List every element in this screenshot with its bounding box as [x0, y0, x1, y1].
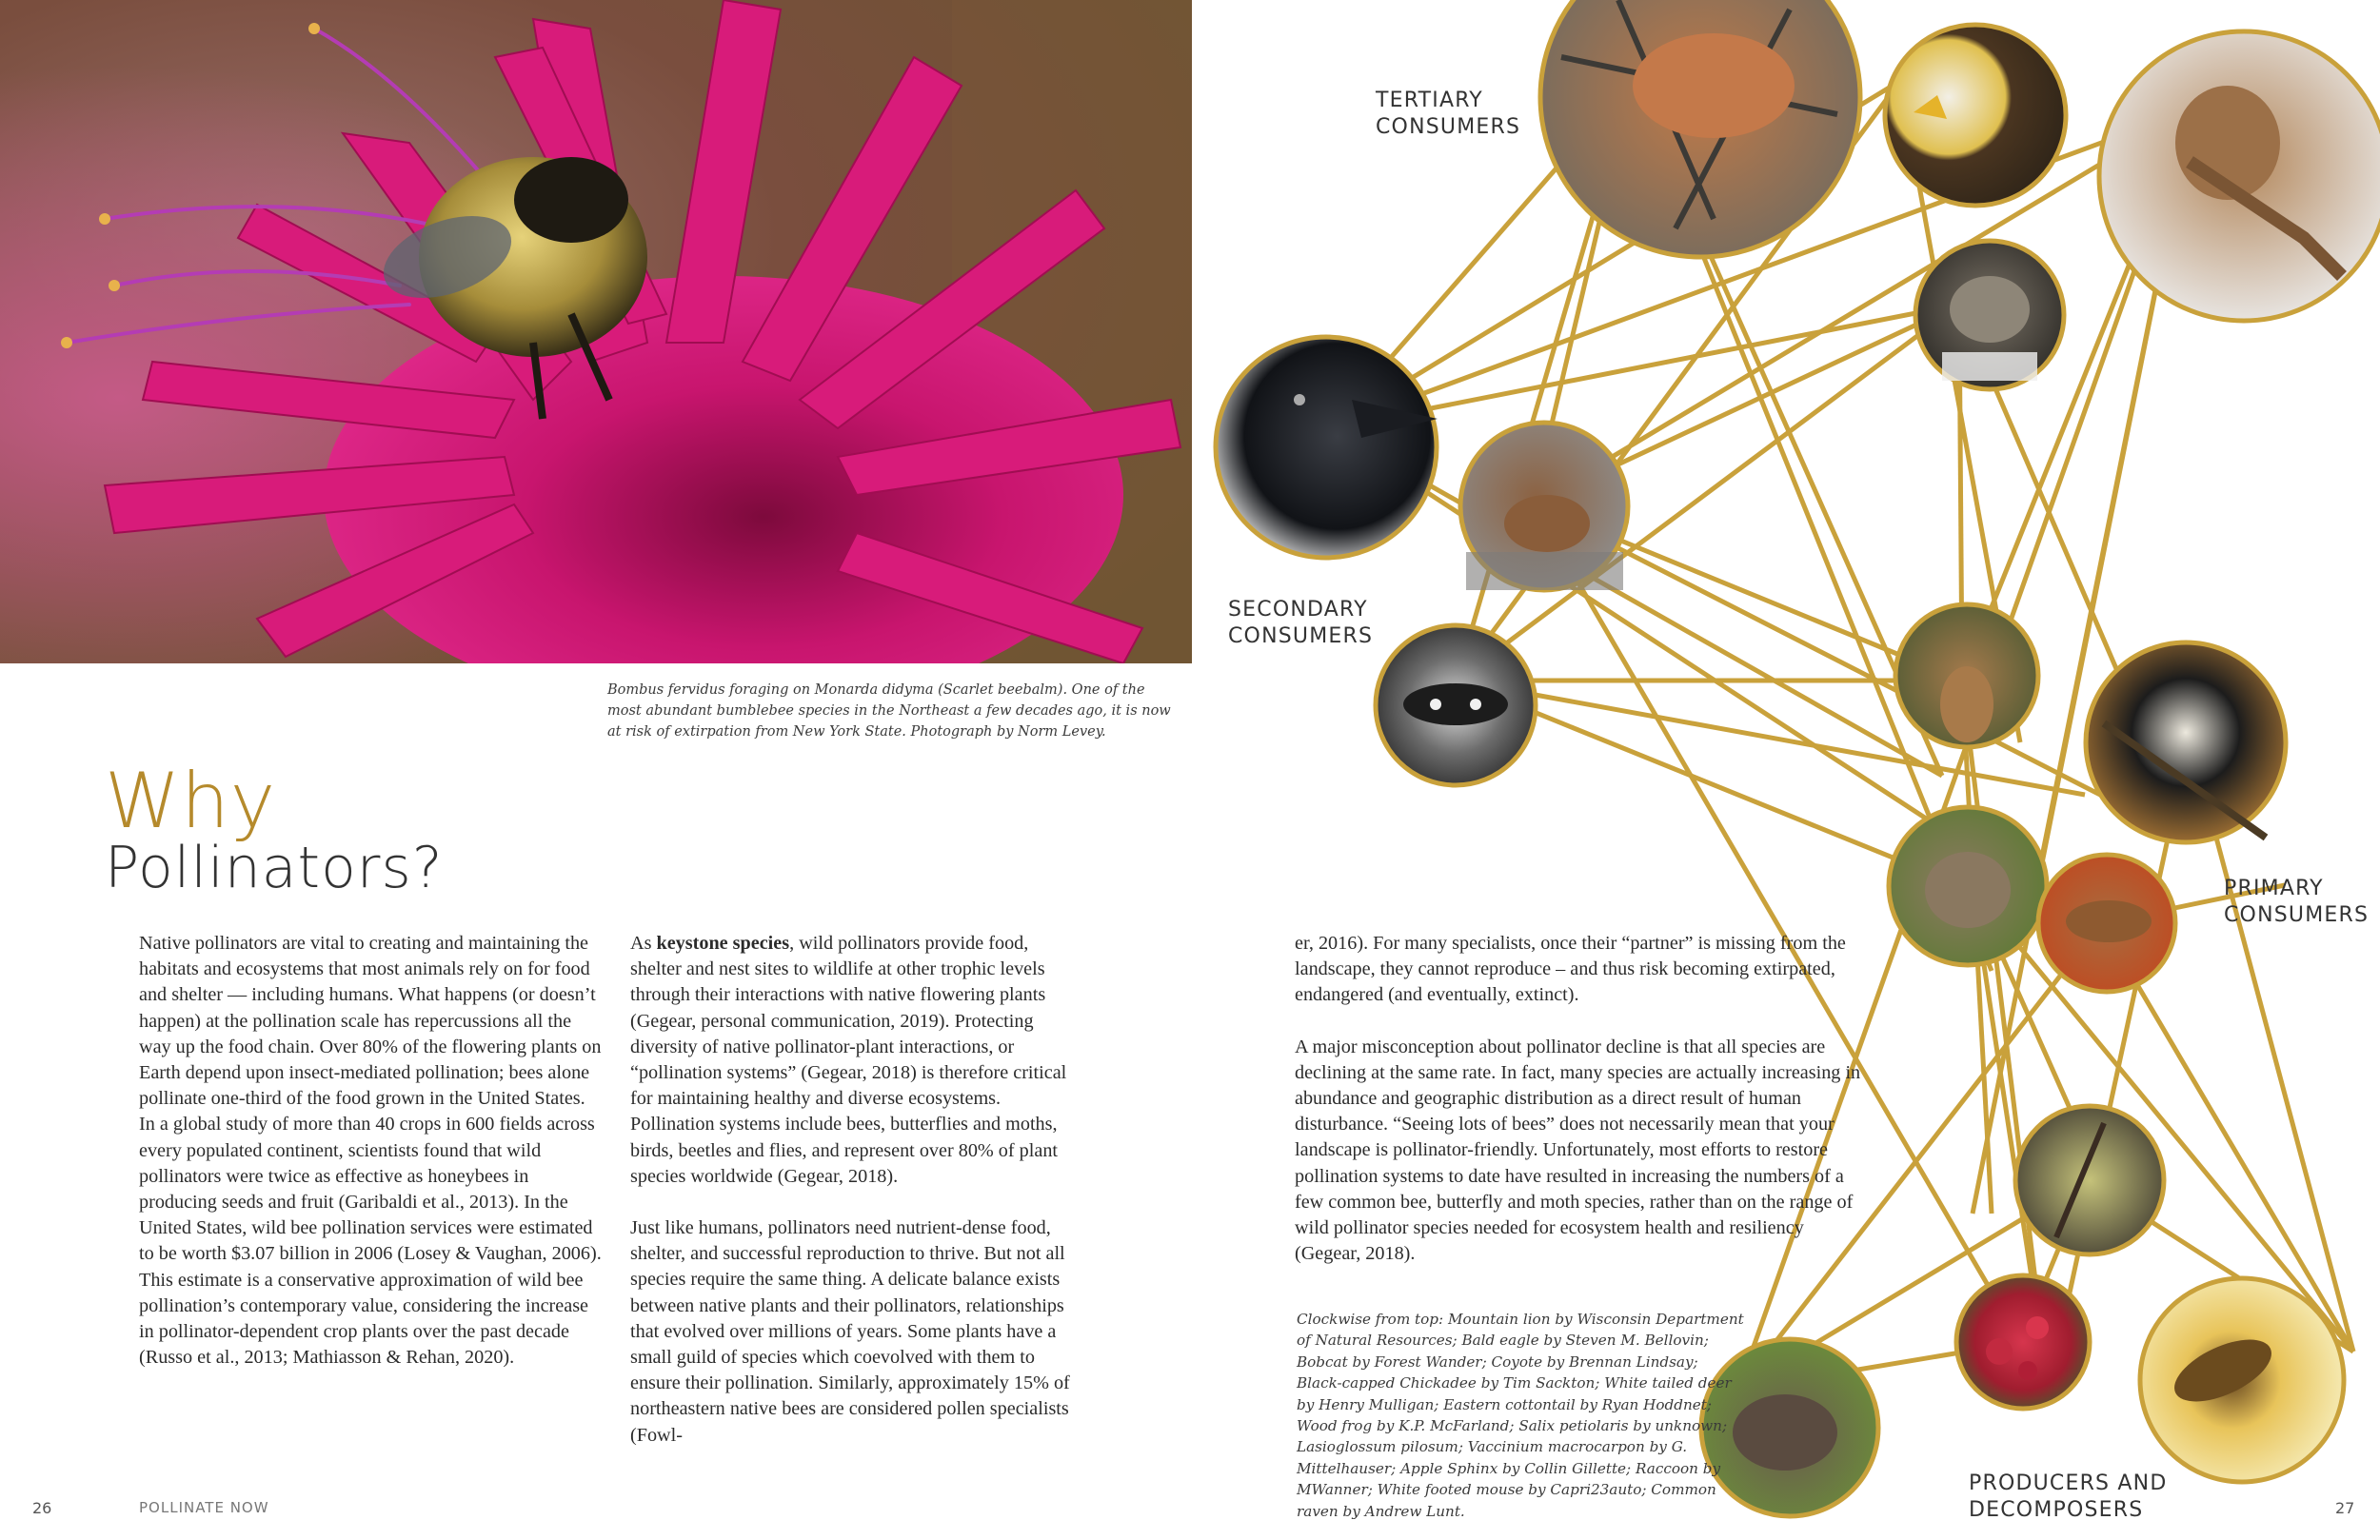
paragraph: Just like humans, pollinators need nutrient-dense food, shelter, and successful reproduction to thrive. But not all species require the same thing. A delicate balance exists between native plants and their pollinators, relationships that evolved over millions of years. Some plants have a small guild of species which coevolved with them to ensure their pollination. Similarly, approximately 15% of northeastern native bees are considered pollen specialists (Fowl- — [630, 1217, 1070, 1446]
white-footed-mouse-node — [1460, 423, 1628, 590]
paragraph: Native pollinators are vital to creating and maintaining the habitats and ecosystems that most animals rely on for food and shelter — including humans. What happens (or doesn’t happen) at the pollination scale has repercussions all the way up the food chain. Over 80% of the flowering plants on Earth depend upon insect-mediated pollination; bees alone pollinate one-third of the food grown in the United States. In a global study of more than 40 crops in 600 fields across every populated continent, scientists found that wild pollinators were twice as effective as honeybees in producing seeds and fruit (Garibaldi et al., 2013). In the United States, wild bee pollination services were estimated to be worth $3.07 billion in 2006 (Losey & Vaughan, 2006). This estimate is a conservative approximation of wild bee pollination’s contemporary value, considering the increase in pollinator-dependent crop plants over the past decade (Russo et al., 2013; Mathiasson & Rehan, 2020). — [139, 933, 602, 1369]
tier-label-tertiary: TERTIARY CONSUMERS — [1376, 89, 1521, 139]
hero-photo-bee-on-beebalm — [0, 0, 1192, 663]
food-web-caption: Clockwise from top: Mountain lion by Wisconsin Department of Natural Resources; Bald eagle by Steven M. Bellovin; Bobcat by Forest Wander; Coyote by Brennan Lindsay; Black-capped Chickadee by Tim Sackton; White tailed deer by Henry Mulligan; Eastern cottontail by Ryan Hoddnet; Wood frog by K.P. McFarland; Salix petiolaris by unknown; Lasioglossum pilosum; Vaccinium macrocarpon by G. Mittelhauser; Apple Sphinx by Collin Gillette; Raccoon by MWanner; White footed mouse by Capri23auto; Common raven by Andrew Lunt. — [1297, 1311, 1744, 1520]
page-number-right: 27 — [2335, 1499, 2355, 1517]
paragraph — [630, 931, 1083, 1190]
paragraph: er, 2016). For many specialists, once their “partner” is missing from the landscape, they cannot reproduce – and thus risk becoming extirpated, endangered (and eventually, extinct). — [1295, 933, 1846, 1006]
white-tailed-deer-node — [1895, 604, 2038, 747]
text-run: , wild pollinators provide food, shelter and nest sites to wildlife at other trophic levels through their interactions with native flowering plants (Gegear, personal communication, 2019). Protecting diversity of native pollinator-plant interactions, or “pollination systems” (Gegear, 2018) is therefore critical for maintaining healthy and diverse ecosystems. Pollination systems include bees, butterflies and moths, birds, beetles and flies, and represent over 80% of plant species worldwide (Gegear, 2018). — [630, 933, 1067, 1187]
page-number-left: 26 — [32, 1499, 52, 1517]
sweat-bee-node — [2140, 1278, 2344, 1482]
paragraph: A major misconception about pollinator decline is that all species are declining at the same rate. In fact, many species are actually increasing in abundance and geographic distribution as a direct result of human disturbance. “Seeing lots of bees” does not necessarily mean that your landscape is pollinator-friendly. Unfortunately, most efforts to restore pollination systems to date have resulted in increasing the numbers of a few common bee, butterfly and moth species, rather than on the range of wild pollinator species needed for ecosystem health and resiliency (Gegear, 2018). — [1295, 1036, 1861, 1265]
body-column-2 — [630, 931, 1083, 1474]
black-capped-chickadee-node — [2086, 642, 2286, 842]
mountain-lion-node — [1540, 0, 1860, 257]
page-title-why: Why — [105, 757, 277, 845]
raccoon-node — [1376, 625, 1536, 785]
bald-eagle-node — [1885, 25, 2066, 206]
magazine-name: POLLINATE NOW — [139, 1499, 269, 1516]
eastern-cottontail-node — [1889, 807, 2047, 965]
tier-label-primary: PRIMARY CONSUMERS — [2224, 877, 2370, 927]
bobcat-node — [1915, 241, 2064, 389]
photo-caption: Bombus fervidus foraging on Monarda didyma (Scarlet beebalm). One of the most abundant bumblebee species in the Northeast a few decades ago, it is now at risk of extirpation from New York State. Photograph by Norm Levey. — [607, 682, 1171, 740]
body-column-1 — [139, 931, 602, 1396]
wood-frog-node — [2038, 855, 2175, 992]
tier-label-producers: PRODUCERS AND DECOMPOSERS — [1969, 1471, 2168, 1522]
coyote-node — [2099, 31, 2380, 321]
page-title-pollinators: Pollinators? — [105, 835, 444, 901]
body-column-3 — [1295, 931, 1870, 1293]
cranberry-node — [1956, 1275, 2090, 1409]
common-raven-node — [1216, 337, 1438, 558]
beebalm-photo-illustration — [0, 0, 1192, 663]
keystone-species-term: keystone species — [656, 933, 790, 954]
tier-label-secondary: SECONDARY CONSUMERS — [1228, 598, 1374, 648]
willow-node — [2015, 1106, 2164, 1254]
text-run: As — [630, 933, 657, 954]
